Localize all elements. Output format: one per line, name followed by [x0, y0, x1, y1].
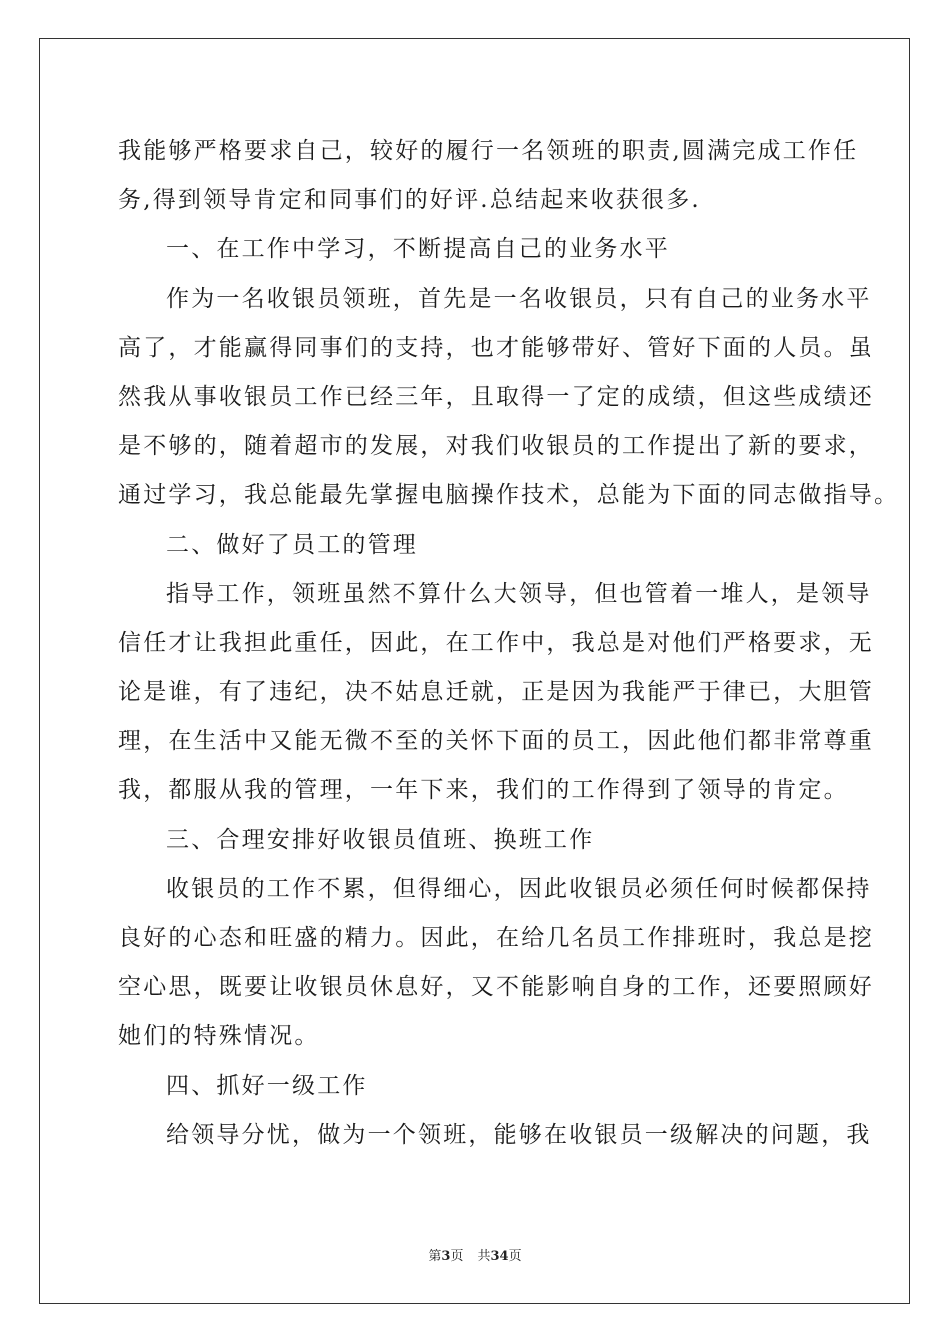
text-line: 指导工作，领班虽然不算什么大领导，但也管着一堆人，是领导: [166, 580, 872, 607]
section-heading: 四、抓好一级工作: [166, 1072, 368, 1099]
section-heading: 一、在工作中学习，不断提高自己的业务水平: [166, 236, 670, 263]
text-line: 给领导分忧，做为一个领班，能够在收银员一级解决的问题，我: [166, 1121, 872, 1148]
document-body: [118, 127, 900, 1160]
text-line: 是不够的，随着超市的发展，对我们收银员的工作提出了新的要求，: [118, 433, 874, 460]
text-line: 我能够严格要求自己，较好的履行一名领班的职责,圆满完成工作任: [118, 138, 859, 164]
section-heading: 三、合理安排好收银员值班、换班工作: [166, 826, 595, 853]
text-line: 收银员的工作不累，但得细心，因此收银员必须任何时候都保持: [166, 875, 872, 902]
text-line: 然我从事收银员工作已经三年，且取得一了定的成绩，但这些成绩还: [118, 383, 874, 410]
text-line: 理，在生活中又能无微不至的关怀下面的员工，因此他们都非常尊重: [118, 728, 874, 755]
text-line: 我，都服从我的管理，一年下来，我们的工作得到了领导的肯定。: [118, 777, 849, 804]
page-number: 3: [441, 1249, 451, 1264]
text-line: 作为一名收银员领班，首先是一名收银员，只有自己的业务水平: [166, 285, 872, 312]
text-line: 良好的心态和旺盛的精力。因此，在给几名员工作排班时，我总是挖: [118, 925, 874, 951]
total-pages: 34: [490, 1249, 509, 1264]
footer-total-suffix: 页: [508, 1249, 522, 1264]
footer-total-prefix: 共: [477, 1249, 491, 1264]
section-heading: 二、做好了员工的管理: [166, 531, 418, 558]
text-line: 论是谁，有了违纪，决不姑息迁就，正是因为我能严于律已，大胆管: [118, 679, 874, 706]
page-footer: [0, 1245, 950, 1264]
text-line: 务,得到领导肯定和同事们的好评.总结起来收获很多.: [118, 187, 701, 214]
text-line: 高了，才能赢得同事们的支持，也才能够带好、管好下面的人员。虽: [118, 334, 874, 361]
footer-page-suffix: 页: [450, 1249, 464, 1264]
text-line: 她们的特殊情况。: [118, 1023, 320, 1050]
text-line: 信任才让我担此重任，因此，在工作中，我总是对他们严格要求，无: [118, 629, 874, 656]
text-line: 通过学习，我总能最先掌握电脑操作技术，总能为下面的同志做指导。: [118, 482, 900, 509]
footer-page-prefix: 第: [428, 1249, 442, 1264]
text-line: 空心思，既要让收银员休息好，又不能影响自身的工作，还要照顾好: [118, 974, 874, 1001]
